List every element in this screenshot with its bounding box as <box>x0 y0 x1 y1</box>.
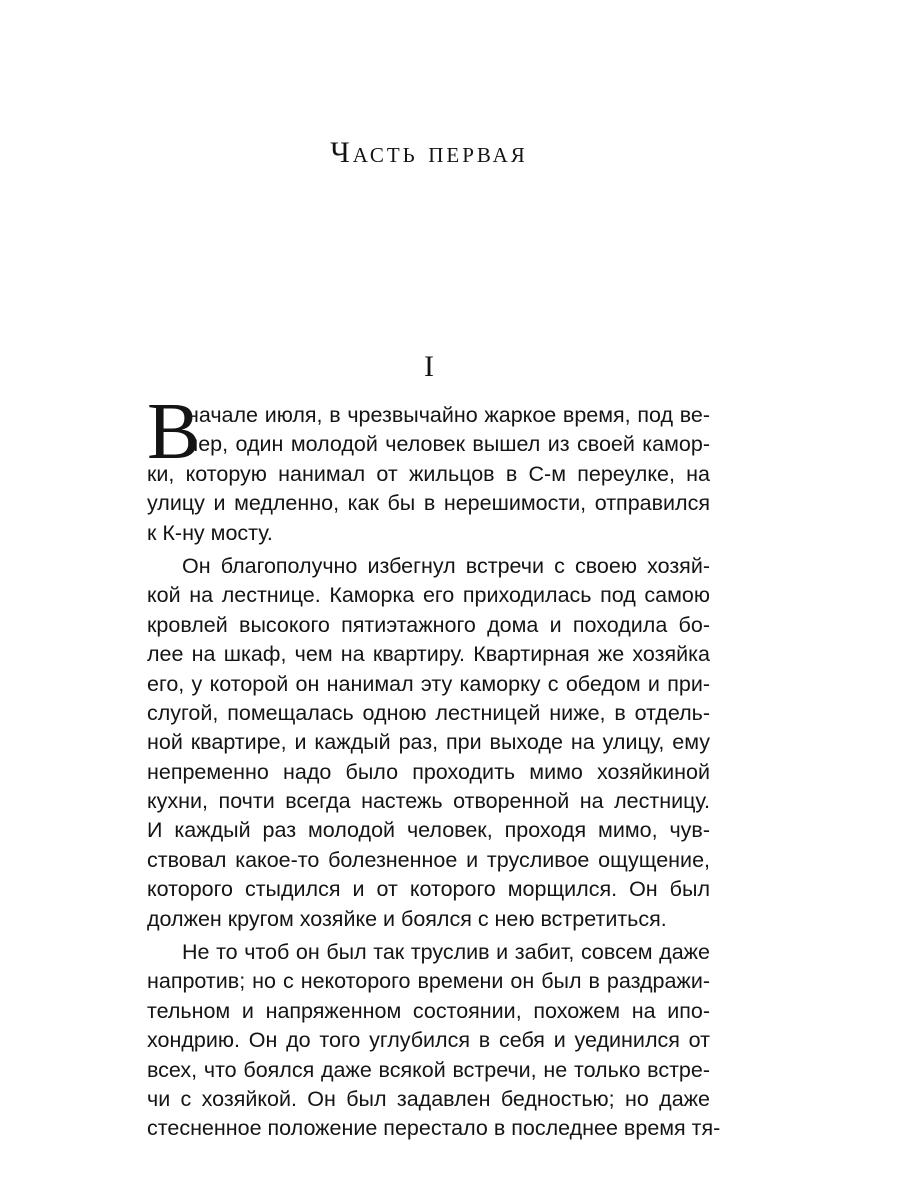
text-line: чи с хозяйкой. Он был задавлен бедностью; но даже <box>147 1086 710 1111</box>
paragraph <box>147 938 721 1144</box>
drop-cap: В <box>147 388 201 476</box>
text-line: начале июля, в чрезвычайно жаркое время, под ве- <box>187 403 710 427</box>
text-line: лее на шкаф, чем на квартиру. Квартирная же хозяйка <box>147 642 710 667</box>
text-line: ки, которую нанимал от жильцов в С-м переулке, на <box>147 461 710 486</box>
text-line: всех, что боялся даже всякой встречи, не только встре- <box>147 1057 710 1082</box>
text-line: должен кругом хозяйке и боялся с нею встретиться. <box>147 906 667 931</box>
text-line: улицу и медленно, как бы в нерешимости, отправился <box>147 491 710 516</box>
text-line: ствовал какое-то болезненное и трусливое ощущение, <box>147 847 710 872</box>
text-line: кухни, почти всегда настежь отворенной на лестницу. <box>147 789 710 814</box>
chapter-number: I <box>424 350 434 383</box>
text-line: стесненное положение перестало в последнее время тя- <box>147 1116 721 1141</box>
text-line: ной квартире, и каждый раз, при выходе на улицу, ему <box>147 730 710 755</box>
body-text <box>147 388 721 1144</box>
text-line: чер, один молодой человек вышел из своей камор- <box>187 432 710 457</box>
text-line: которого стыдился и от которого морщился. Он был <box>147 877 710 902</box>
part-title: Часть первая <box>330 136 528 169</box>
text-line: И каждый раз молодой человек, проходя мимо, чув- <box>147 818 710 843</box>
text-line: хондрию. Он до того углубился в себя и уединился от <box>147 1028 710 1053</box>
paragraph <box>147 552 710 934</box>
paragraph <box>147 388 710 548</box>
text-line: к К-ну мосту. <box>147 520 273 545</box>
text-line: тельном и напряженном состоянии, похожем на ипо- <box>147 998 710 1023</box>
text-line: непременно надо было проходить мимо хозяйкиной <box>147 759 710 784</box>
text-line: кой на лестнице. Каморка его приходилась под самою <box>147 583 710 608</box>
text-line: его, у которой он нанимал эту каморку с обедом и при- <box>147 671 710 696</box>
text-line: напротив; но с некоторого времени он был в раздражи- <box>147 969 710 994</box>
text-line: Не то чтоб он был так труслив и забит, совсем даже <box>182 940 710 965</box>
text-line: кровлей высокого пятиэтажного дома и походила бо- <box>147 612 710 637</box>
text-line: слугой, помещалась одною лестницей ниже, в отдель- <box>147 700 710 725</box>
text-line: Он благополучно избегнул встречи с своею хозяй- <box>182 553 710 578</box>
